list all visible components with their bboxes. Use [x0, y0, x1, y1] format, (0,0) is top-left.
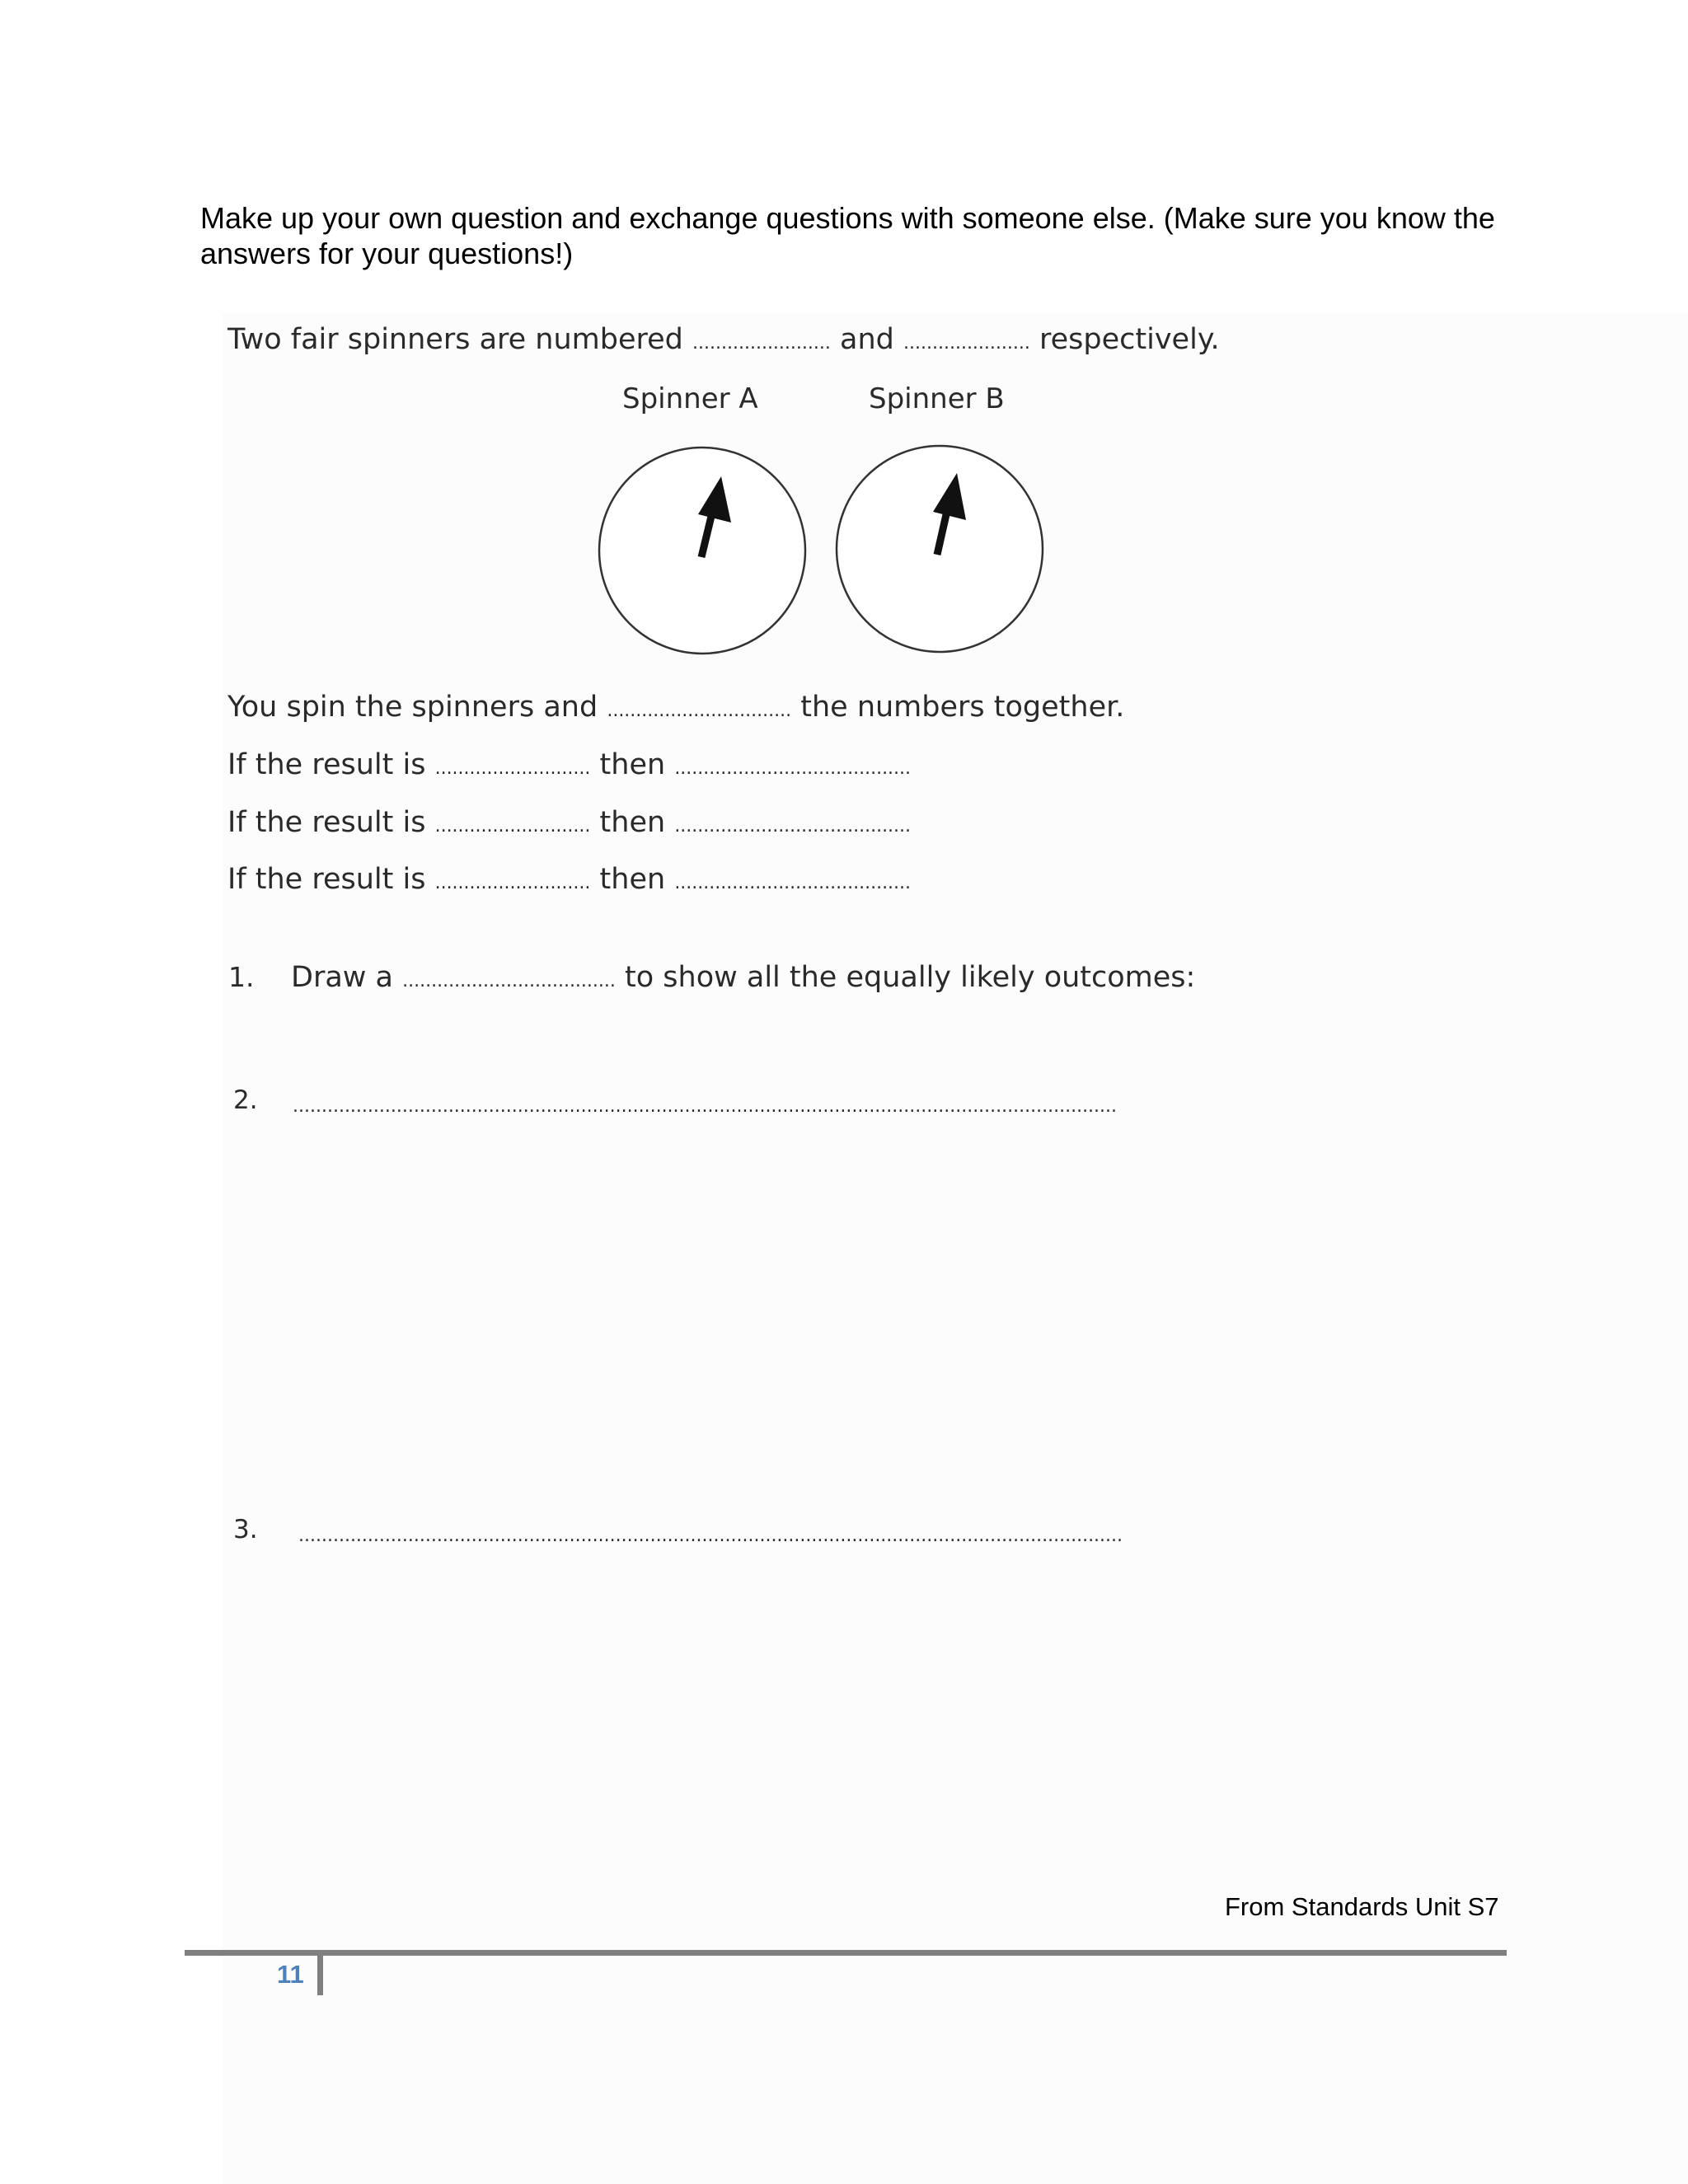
result-blank-1: ...........................: [434, 816, 591, 837]
page-number: 11: [277, 1960, 304, 1989]
spinners-description-line: [227, 323, 1220, 356]
source-credit: From Standards Unit S7: [1225, 1892, 1499, 1921]
result-prefix: If the result is: [227, 748, 426, 781]
result-mid: then: [599, 863, 666, 896]
spinner-b: [833, 443, 1046, 657]
line2-blank: ................................: [607, 701, 792, 721]
spinner-b-label: Spinner B: [869, 382, 1005, 415]
result-prefix: If the result is: [227, 863, 426, 896]
result-blank-2: .........................................: [674, 816, 912, 837]
footer-divider: [317, 1950, 323, 1995]
question-2-number: 2.: [233, 1085, 258, 1115]
line1-suffix: respectively.: [1039, 323, 1220, 356]
spinner-a: [597, 443, 808, 658]
question-1-number: 1.: [228, 961, 255, 993]
spin-instruction-line: [227, 691, 1124, 724]
result-prefix: If the result is: [227, 806, 426, 839]
spinner-a-label: Spinner A: [622, 382, 758, 415]
intro-text: Make up your own question and exchange questions with someone else. (Make sure you know the answers for your questions!): [200, 201, 1495, 270]
line2-prefix: You spin the spinners and: [227, 691, 598, 724]
question-1-prefix: Draw a: [291, 961, 393, 994]
question-3-line: [298, 1516, 1123, 1549]
result-line-2: [227, 806, 911, 839]
line1-mid: and: [840, 323, 894, 356]
line1-blank-2: ......................: [903, 333, 1030, 354]
line2-suffix: the numbers together.: [800, 691, 1125, 724]
question-2-line: [293, 1086, 1117, 1119]
footer-rule: [185, 1950, 1507, 1956]
result-blank-2: .........................................: [674, 873, 912, 893]
result-mid: then: [599, 748, 666, 781]
line1-blank-1: ........................: [692, 333, 831, 354]
result-line-1: [227, 748, 911, 781]
result-mid: then: [599, 806, 666, 839]
question-1-text: [291, 961, 1195, 994]
result-blank-1: ...........................: [434, 758, 591, 779]
result-blank-2: .........................................: [674, 758, 912, 779]
result-line-3: [227, 863, 911, 896]
result-blank-1: ...........................: [434, 873, 591, 893]
question-3-number: 3.: [233, 1515, 258, 1544]
question-1-suffix: to show all the equally likely outcomes:: [625, 961, 1196, 994]
question-3-blank: ...............................................................................................................................................: [298, 1526, 1123, 1546]
question-1-blank: .....................................: [402, 971, 616, 991]
question-2-blank: ...............................................................................................................................................: [293, 1096, 1118, 1117]
line1-prefix: Two fair spinners are numbered: [227, 323, 683, 356]
